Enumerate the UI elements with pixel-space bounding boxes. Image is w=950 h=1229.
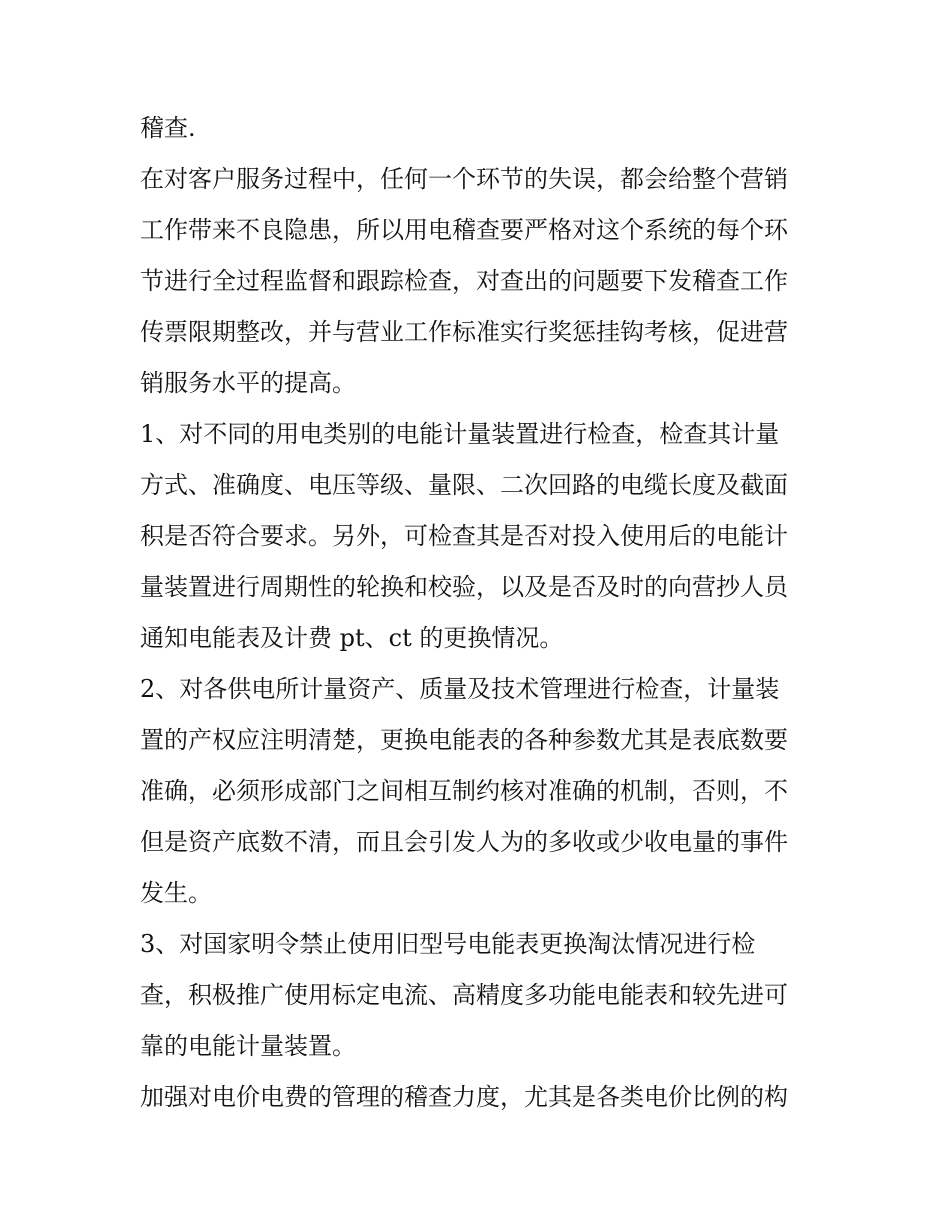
text-line: 方式、准确度、电压等级、量限、二次回路的电缆长度及截面	[140, 471, 788, 499]
text-line: 稽查.	[140, 114, 196, 142]
text-line: 置的产权应注明清楚，更换电能表的各种参数尤其是表底数要	[140, 726, 788, 754]
text-line: 销服务水平的提高。	[140, 369, 356, 397]
text-line: 通知电能表及计费 pt、ct 的更换情况。	[140, 624, 564, 652]
text-line: 传票限期整改，并与营业工作标准实行奖惩挂钩考核，促进营	[140, 318, 788, 346]
text-line: 量装置进行周期性的轮换和校验，以及是否及时的向营抄人员	[140, 573, 788, 601]
text-line: 积是否符合要求。另外，可检查其是否对投入使用后的电能计	[140, 522, 788, 550]
text-line: 靠的电能计量装置。	[140, 1032, 356, 1060]
document-body	[140, 108, 812, 1128]
text-line: 工作带来不良隐患，所以用电稽查要严格对这个系统的每个环	[140, 216, 788, 244]
text-line: 1、对不同的用电类别的电能计量装置进行检查，检查其计量	[140, 420, 780, 448]
text-line: 节进行全过程监督和跟踪检查，对查出的问题要下发稽查工作	[140, 267, 788, 295]
text-line: 查，积极推广使用标定电流、高精度多功能电能表和较先进可	[140, 981, 788, 1009]
text-line: 但是资产底数不清，而且会引发人为的多收或少收电量的事件	[140, 828, 788, 856]
text-line: 准确，必须形成部门之间相互制约核对准确的机制，否则，不	[140, 777, 788, 805]
text-line: 在对客户服务过程中，任何一个环节的失误，都会给整个营销	[140, 165, 788, 193]
text-line: 2、对各供电所计量资产、质量及技术管理进行检查，计量装	[140, 675, 780, 703]
text-line: 3、对国家明令禁止使用旧型号电能表更换淘汰情况进行检	[140, 930, 756, 958]
text-line: 发生。	[140, 879, 212, 907]
text-line: 加强对电价电费的管理的稽查力度，尤其是各类电价比例的构	[140, 1083, 788, 1111]
